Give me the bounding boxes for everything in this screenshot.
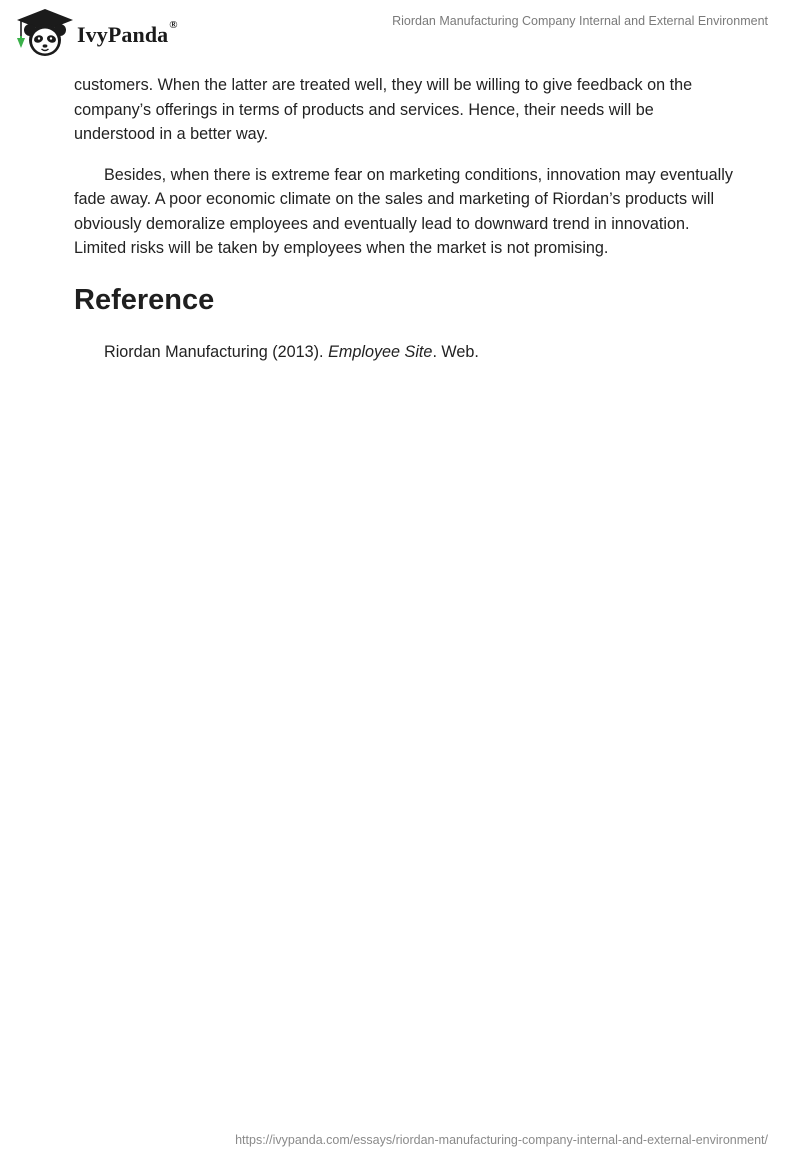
- page-header: [0, 0, 800, 64]
- reference-suffix: . Web.: [432, 342, 479, 361]
- ivypanda-logo[interactable]: [14, 8, 178, 58]
- body-paragraph: customers. When the latter are treated well, they will be willing to give feedback on the company’s offerings in terms of products and services. Hence, their needs will be understood in a better way.: [74, 76, 693, 143]
- essay-content: [74, 73, 734, 364]
- document-title: Riordan Manufacturing Company Internal and External Environment: [392, 14, 768, 28]
- source-url-link[interactable]: https://ivypanda.com/essays/riordan-manufacturing-company-internal-and-external-environment/: [235, 1133, 768, 1147]
- panda-graduation-cap-icon: [14, 8, 76, 58]
- reference-title: Employee Site: [328, 342, 433, 361]
- reference-author-year: Riordan Manufacturing (2013).: [104, 342, 329, 361]
- body-paragraph: Besides, when there is extreme fear on marketing conditions, innovation may eventually fade away. A poor economic climate on the sales and marketing of Riordan’s products will obviously demoralize employees and eventually lead to downward trend in innovation. Limited risks will be taken by employees when the market is not promising.: [74, 165, 733, 257]
- reference-entry: [74, 340, 734, 365]
- registered-mark: ®: [169, 19, 178, 31]
- brand-name: IvyPanda®: [77, 19, 178, 47]
- reference-heading: Reference: [74, 283, 215, 316]
